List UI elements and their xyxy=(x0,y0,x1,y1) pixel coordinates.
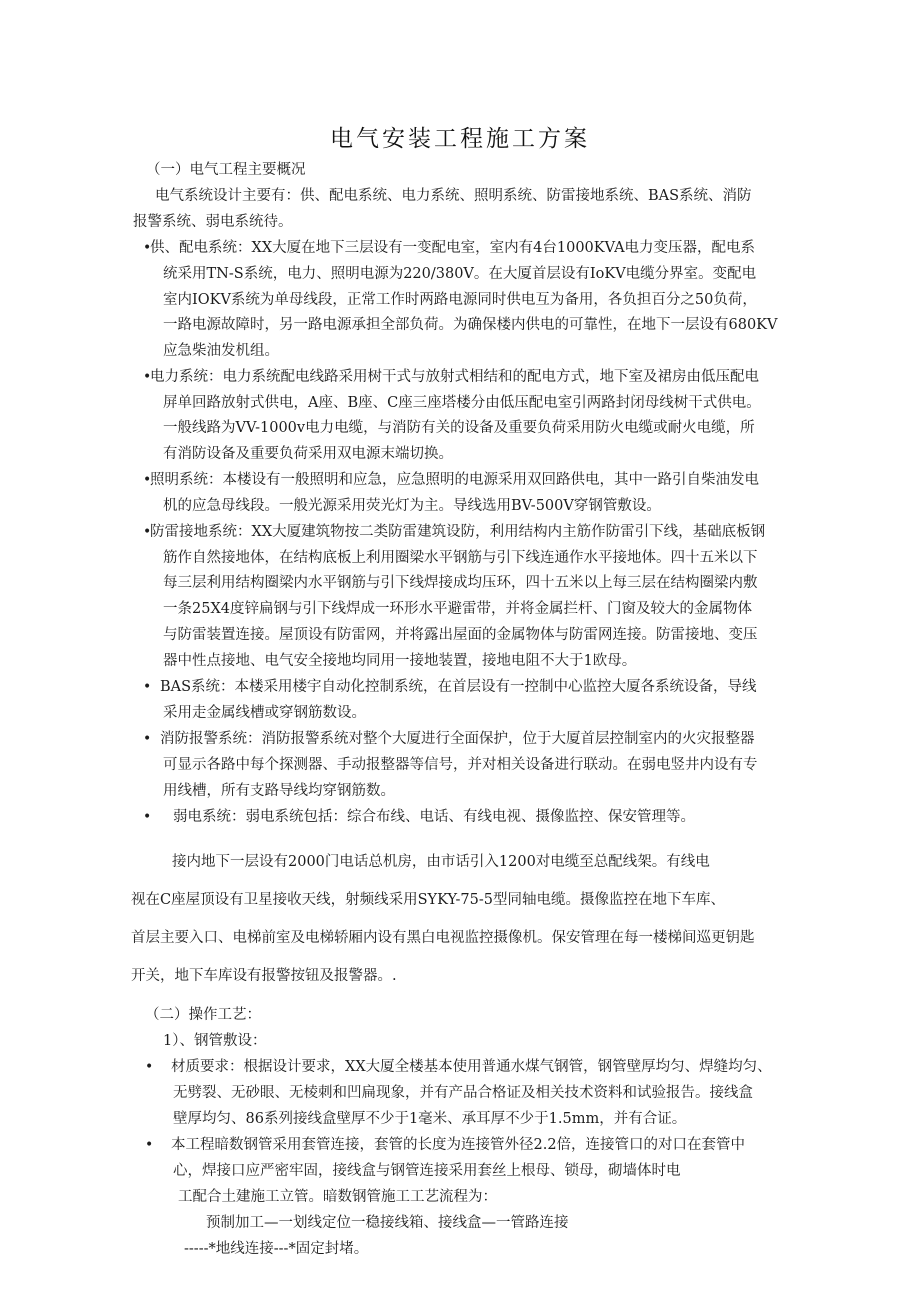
document-title: 电气安装工程施工方案 xyxy=(330,126,590,152)
list-item-line: 屏单回路放射式供电，A座、B座、C座三座塔楼分由低压配电室引两路封闭母线树干式供电。 xyxy=(163,395,761,411)
list-item-line: 每三层利用结构圈梁内水平钢筋与引下线焊接成均压环，四十五米以上每三层在结构圈梁内敷 xyxy=(163,575,758,591)
list-item-line: 防雷接地系统：XX大厦建筑物按二类防雷建筑设防，利用结构内主筋作防雷引下线，基础底板钢 xyxy=(150,524,766,540)
section-2-heading: （二）操作工艺： xyxy=(145,1007,261,1023)
list-item-line: 本工程暗数钢管采用套管连接，套管的长度为连接管外径2.2倍，连接管口的对口在套管中 xyxy=(171,1137,746,1153)
list-item-line: 一条25X4度锌扁钢与引下线焊成一环形水平避雷带，并将金属拦杆、门窗及较大的金属物体 xyxy=(163,601,752,617)
list-item-line: 弱电系统：弱电系统包括：综合布线、电话、有线电视、摄像监控、保安管理等。 xyxy=(173,809,695,825)
section-1-heading: （一）电气工程主要概况 xyxy=(146,162,306,178)
list-bullet: • xyxy=(143,809,152,825)
list-bullet: • xyxy=(143,679,152,695)
list-item-line: 消防报警系统：消防报警系统对整个大厦进行全面保护，位于大厦首层控制室内的火灾报整器 xyxy=(160,731,755,747)
list-item-line: 应急柴油发机组。 xyxy=(163,343,279,359)
intro-line: 报警系统、弱电系统待。 xyxy=(133,214,293,230)
list-item-line: 无劈裂、无砂眼、无棱刺和凹扁现象，并有产品合格证及相关技术资料和试验报告。接线盒 xyxy=(173,1085,753,1101)
list-item-line: BAS系统：本楼采用楼宇自动化控制系统，在首层设有一控制中心监控大厦各系统设备，导线 xyxy=(160,679,757,695)
list-item-line: 壁厚均匀、86系列接线盒壁厚不少于1毫米、承耳厚不少于1.5mm，并有合证。 xyxy=(173,1111,687,1127)
paragraph-line: 视在C座屋顶设有卫星接收天线，射频线采用SYKY-75-5型同轴电缆。摄像监控在地下车库、 xyxy=(131,892,725,908)
list-item-line: 一般线路为VV-1000v电力电缆，与消防有关的设备及重要负荷采用防火电缆或耐火电缆，所 xyxy=(163,420,755,436)
section-2-subheading: 1）、钢管敷设： xyxy=(163,1033,267,1049)
list-item-line: 电力系统：电力系统配电线路采用树干式与放射式相结和的配电方式，地下室及裙房由低压配电 xyxy=(150,369,759,385)
list-bullet: • xyxy=(145,1137,154,1153)
list-item-line: 与防雷装置连接。屋顶设有防雷网，并将露出屋面的金属物体与防雷网连接。防雷接地、变压 xyxy=(163,627,758,643)
list-item-line: 可显示各路中每个探测器、手动报整器等信号，并对相关设备进行联动。在弱电竖井内设有专 xyxy=(163,757,758,773)
paragraph-line: 接内地下一层设有2000门电话总机房，由市话引入1200对电缆至总配线架。有线电 xyxy=(172,854,710,870)
list-item-line: 材质要求：根据设计要求，XX大厦全楼基本使用普通水煤气钢管，钢管壁厚均匀、焊缝均匀、 xyxy=(171,1059,772,1075)
list-item-line: 室内IOKV系统为单母线段，正常工作时两路电源同时供电互为备用，各负担百分之50负荷， xyxy=(163,292,757,308)
list-item-line: 照明系统：本楼设有一般照明和应急，应急照明的电源采用双回路供电，其中一路引自柴油发电 xyxy=(150,472,759,488)
intro-line: 电气系统设计主要有：供、配电系统、电力系统、照明系统、防雷接地系统、BAS系统、消防 xyxy=(155,188,752,204)
process-flow-line: 预制加工—一划线定位一稳接线箱、接线盒—一管路连接 xyxy=(206,1215,569,1231)
list-bullet: • xyxy=(145,1059,154,1075)
process-flow-line: -----*地线连接---*固定封堵。 xyxy=(184,1241,369,1257)
list-item-line: 器中性点接地、电气安全接地均同用一接地装置，接地电阻不大于1欧母。 xyxy=(163,653,637,669)
list-item-line: 统采用TN-S系统，电力、照明电源为220/380V。在大厦首层设有IoKV电缆分界室。变配电 xyxy=(163,266,757,282)
list-item-line: 筋作自然接地体，在结构底板上利用圈梁水平钢筋与引下线连通作水平接地体。四十五米以下 xyxy=(163,550,758,566)
list-item-line: 采用走金属线槽或穿钢筋数设。 xyxy=(163,705,366,721)
paragraph-line: 首层主要入口、电梯前室及电梯轿厢内设有黑白电视监控摄像机。保安管理在每一楼梯间巡更钥匙 xyxy=(131,930,755,946)
list-bullet: • xyxy=(143,524,152,540)
process-intro-line: 工配合土建施工立管。暗数钢管施工工艺流程为： xyxy=(178,1189,497,1205)
list-item-line: 一路电源故障时，另一路电源承担全部负荷。为确保楼内供电的可靠性，在地下一层设有680KV xyxy=(163,317,778,333)
list-item-line: 用线槽，所有支路导线均穿钢筋数。 xyxy=(163,783,395,799)
list-item-line: 心，焊接口应严密牢固，接线盒与钢管连接采用套丝上根母、锁母，砌墙体时电 xyxy=(173,1163,681,1179)
paragraph-line: 开关，地下车库设有报警按钮及报警器。. xyxy=(131,968,397,984)
list-bullet: • xyxy=(143,472,152,488)
list-item-line: 有消防设备及重要负荷采用双电源末端切换。 xyxy=(163,446,453,462)
list-bullet: • xyxy=(143,731,152,747)
list-item-line: 机的应急母线段。一般光源采用荧光灯为主。导线选用BV-500V穿钢管敷设。 xyxy=(163,498,661,514)
list-item-line: 供、配电系统：XX大厦在地下三层设有一变配电室，室内有4台1000KVA电力变压器，配电系 xyxy=(150,240,756,256)
list-bullet: • xyxy=(143,240,152,256)
list-bullet: • xyxy=(143,369,152,385)
